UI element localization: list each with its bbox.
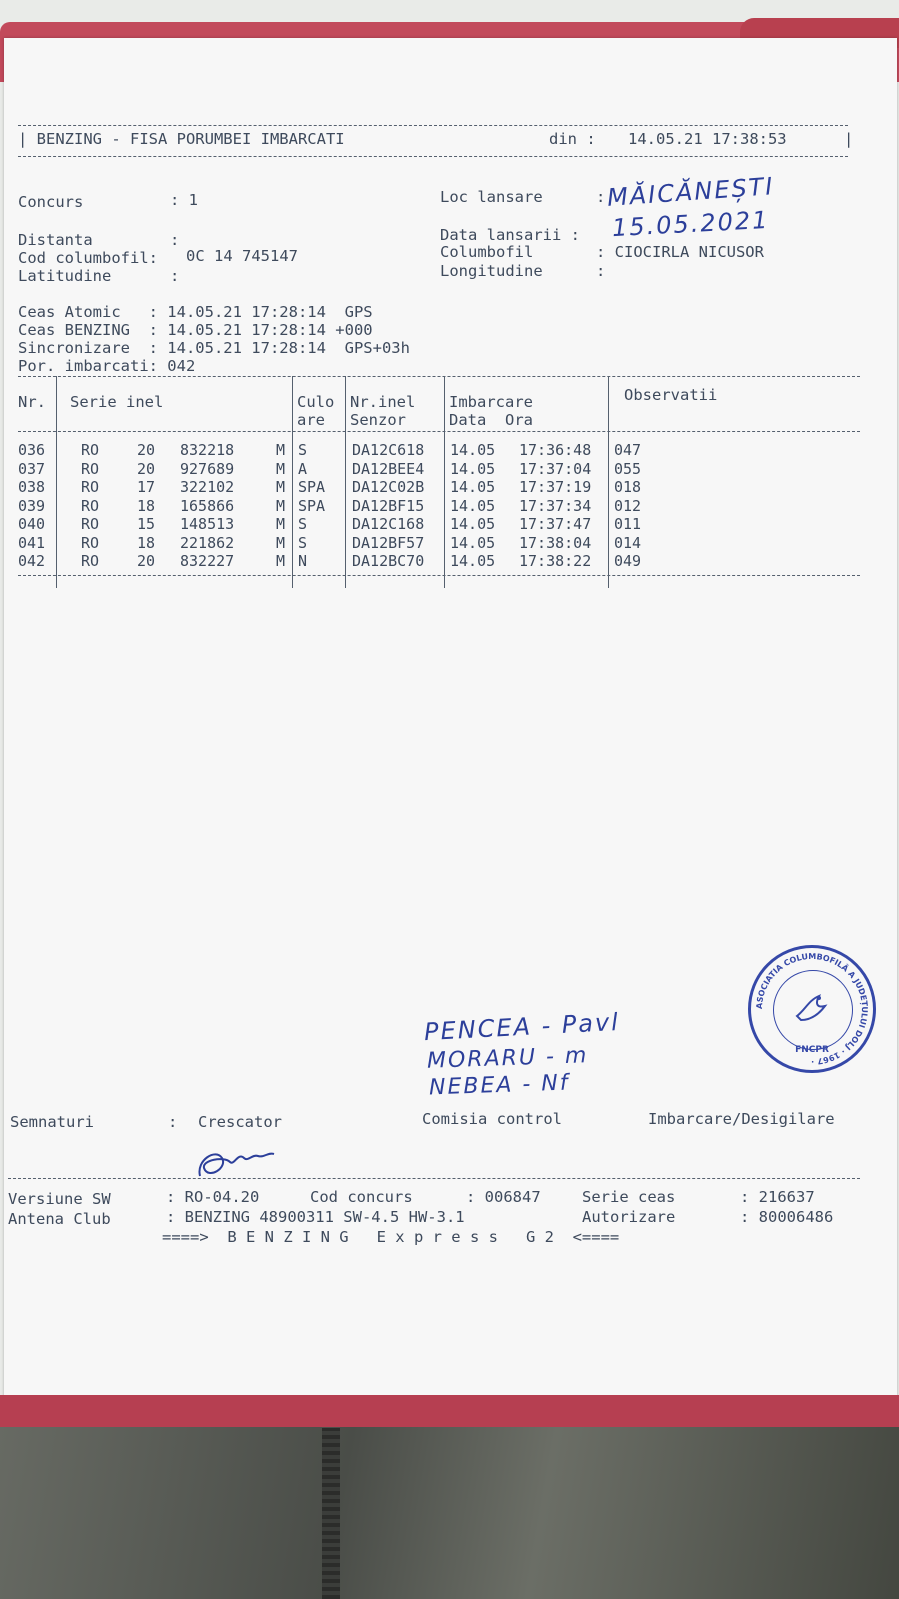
latitudine-value: : bbox=[170, 267, 180, 285]
imbarcare-desigilare-label: Imbarcare/Desigilare bbox=[648, 1110, 835, 1128]
signature-line-2: MORARU - m bbox=[426, 1043, 589, 1074]
zipper bbox=[322, 1428, 340, 1599]
loc-lansare-label: Loc lansare bbox=[440, 188, 543, 206]
benzing-express-banner: ====> B E N Z I N G E x p r e s s G 2 <==== bbox=[162, 1228, 620, 1246]
cell-num: 221862 bbox=[180, 533, 235, 552]
cell-obs: 049 bbox=[614, 552, 642, 570]
cell-yr: 18 bbox=[137, 496, 156, 515]
svg-text:FNCPR: FNCPR bbox=[795, 1045, 829, 1055]
table-row bbox=[4, 497, 864, 515]
cell-col: S bbox=[298, 441, 308, 459]
cell-sex: M bbox=[276, 441, 286, 459]
semnaturi-label: Semnaturi bbox=[10, 1113, 94, 1131]
autorizare-label: Autorizare bbox=[582, 1208, 676, 1226]
cell-ora: 17:37:19 bbox=[519, 478, 592, 496]
th-nr: Nr. bbox=[18, 393, 46, 411]
cell-obs: 047 bbox=[614, 441, 642, 459]
cell-nr: 042 bbox=[18, 552, 46, 570]
cell-nr: 037 bbox=[18, 459, 46, 478]
th-culoare-1: Culo bbox=[297, 393, 335, 411]
data-lansarii-handwritten: 15.05.2021 bbox=[611, 205, 771, 243]
loc-lansare-handwritten: MĂICĂNEȘTI bbox=[606, 172, 776, 212]
cell-senzor: DA12BC70 bbox=[352, 552, 425, 570]
cell-num: 832227 bbox=[180, 552, 235, 570]
semnaturi-colon: : bbox=[168, 1113, 178, 1131]
sincronizare: Sincronizare : 14.05.21 17:28:14 GPS+03h bbox=[18, 339, 410, 357]
cell-num: 927689 bbox=[180, 459, 235, 478]
th-nr-inel-1: Nr.inel bbox=[350, 393, 416, 411]
cell-yr: 20 bbox=[137, 459, 156, 478]
versiune-sw-label: Versiune SW bbox=[8, 1190, 111, 1208]
cell-num: 148513 bbox=[180, 515, 235, 533]
cell-yr: 20 bbox=[137, 441, 156, 459]
serie-ceas-value: : 216637 bbox=[740, 1188, 815, 1206]
columbofil-label: Columbofil bbox=[440, 243, 534, 261]
document-sheet bbox=[4, 38, 897, 1406]
cell-yr: 20 bbox=[137, 552, 156, 570]
crescator-label: Crescator bbox=[198, 1113, 282, 1131]
cell-nr: 039 bbox=[18, 496, 46, 515]
cell-ora: 17:36:48 bbox=[519, 441, 592, 459]
cell-sex: M bbox=[276, 496, 286, 515]
cell-ro: RO bbox=[81, 515, 100, 533]
cell-nr: 040 bbox=[18, 515, 46, 533]
th-nr-inel-2: Senzor bbox=[350, 411, 406, 429]
table-row bbox=[4, 552, 864, 570]
cell-obs: 018 bbox=[614, 478, 642, 496]
svg-text:ASOCIATIA COLUMBOFILĂ A JUDEȚU: ASOCIATIA COLUMBOFILĂ A JUDEȚULUI DOLJ · 1967 · bbox=[754, 951, 870, 1067]
cell-ora: 17:38:22 bbox=[519, 552, 592, 570]
table-row bbox=[4, 515, 864, 533]
cell-num: 322102 bbox=[180, 478, 235, 496]
table-bottom-border bbox=[18, 575, 860, 576]
table-row bbox=[4, 478, 864, 496]
longitudine-label: Longitudine bbox=[440, 262, 543, 280]
cell-sex: M bbox=[276, 515, 286, 533]
cod-concurs-value: : 006847 bbox=[466, 1188, 541, 1206]
th-imbarcare-1: Imbarcare bbox=[449, 393, 533, 411]
club-stamp bbox=[748, 945, 876, 1073]
th-culoare-2: are bbox=[297, 411, 325, 429]
cell-ora: 17:37:34 bbox=[519, 496, 592, 515]
cell-data: 14.05 bbox=[450, 496, 496, 515]
latitudine-label: Latitudine bbox=[18, 267, 112, 285]
cell-col: N bbox=[298, 552, 308, 570]
header-top-border bbox=[18, 125, 848, 126]
stamp-lettering bbox=[751, 948, 873, 1070]
table-header-border bbox=[18, 431, 860, 432]
cell-ro: RO bbox=[81, 478, 100, 496]
longitudine-value: : bbox=[596, 262, 606, 280]
cell-nr: 036 bbox=[18, 441, 46, 459]
concurs-label: Concurs bbox=[18, 193, 84, 211]
cell-obs: 055 bbox=[614, 459, 642, 478]
header-bottom-border bbox=[18, 156, 848, 157]
document-title: | BENZING - FISA PORUMBEI IMBARCATI bbox=[18, 130, 345, 148]
th-serie-inel: Serie inel bbox=[70, 393, 164, 411]
cell-nr: 041 bbox=[18, 533, 46, 552]
cod-columbofil-label: Cod columbofil: bbox=[18, 249, 158, 267]
cell-ro: RO bbox=[81, 459, 100, 478]
cell-yr: 15 bbox=[137, 515, 156, 533]
cell-ora: 17:38:04 bbox=[519, 533, 592, 552]
cell-sex: M bbox=[276, 533, 286, 552]
cell-data: 14.05 bbox=[450, 515, 496, 533]
serie-ceas-label: Serie ceas bbox=[582, 1188, 676, 1206]
cod-concurs-label: Cod concurs bbox=[310, 1188, 413, 1206]
footer-top-border bbox=[8, 1178, 860, 1179]
background-fabric bbox=[0, 1427, 899, 1599]
cell-yr: 18 bbox=[137, 533, 156, 552]
cell-ro: RO bbox=[81, 552, 100, 570]
cell-data: 14.05 bbox=[450, 459, 496, 478]
cell-senzor: DA12BEE4 bbox=[352, 459, 425, 478]
signature-line-1: PENCEA - Pavl bbox=[423, 1007, 621, 1047]
distanta-label: Distanta bbox=[18, 231, 93, 249]
cell-obs: 014 bbox=[614, 533, 642, 552]
cell-sex: M bbox=[276, 478, 286, 496]
cell-data: 14.05 bbox=[450, 552, 496, 570]
cell-ro: RO bbox=[81, 441, 100, 459]
cell-obs: 012 bbox=[614, 496, 642, 515]
loc-lansare-colon: : bbox=[596, 188, 606, 206]
th-imbarcare-2: Data Ora bbox=[449, 411, 533, 429]
crescator-signature bbox=[194, 1138, 284, 1188]
cell-senzor: DA12BF15 bbox=[352, 496, 425, 515]
cell-ora: 17:37:47 bbox=[519, 515, 592, 533]
din-label: din : bbox=[549, 130, 596, 148]
signature-line-3: NEBEA - Nf bbox=[428, 1070, 570, 1101]
ceas-atomic: Ceas Atomic : 14.05.21 17:28:14 GPS bbox=[18, 303, 373, 321]
table-row bbox=[4, 460, 864, 478]
cell-sex: M bbox=[276, 552, 286, 570]
data-lansarii-label: Data lansarii : bbox=[440, 226, 580, 244]
concurs-value: : 1 bbox=[170, 191, 198, 209]
autorizare-value: : 80006486 bbox=[740, 1208, 834, 1226]
cell-senzor: DA12C618 bbox=[352, 441, 425, 459]
cell-ro: RO bbox=[81, 533, 100, 552]
cell-senzor: DA12BF57 bbox=[352, 533, 425, 552]
cell-sex: M bbox=[276, 459, 286, 478]
columbofil-value: : CIOCIRLA NICUSOR bbox=[596, 243, 764, 261]
cell-ro: RO bbox=[81, 496, 100, 515]
cell-col: SPA bbox=[298, 496, 326, 515]
cell-num: 832218 bbox=[180, 441, 235, 459]
distanta-value: : bbox=[170, 231, 180, 249]
cell-col: S bbox=[298, 515, 308, 533]
cell-col: S bbox=[298, 533, 308, 552]
cell-col: A bbox=[298, 459, 308, 478]
cell-senzor: DA12C02B bbox=[352, 478, 425, 496]
cell-yr: 17 bbox=[137, 478, 156, 496]
cell-data: 14.05 bbox=[450, 441, 496, 459]
table-row bbox=[4, 534, 864, 552]
antena-club-value: : BENZING 48900311 SW-4.5 HW-3.1 bbox=[166, 1208, 465, 1226]
cell-nr: 038 bbox=[18, 478, 46, 496]
header-datetime: 14.05.21 17:38:53 bbox=[628, 130, 787, 148]
cod-columbofil-value: 0C 14 745147 bbox=[186, 247, 298, 265]
cell-col: SPA bbox=[298, 478, 326, 496]
cell-senzor: DA12C168 bbox=[352, 515, 425, 533]
cell-ora: 17:37:04 bbox=[519, 459, 592, 478]
table-top-border bbox=[18, 376, 860, 377]
cell-obs: 011 bbox=[614, 515, 642, 533]
ceas-benzing: Ceas BENZING : 14.05.21 17:28:14 +000 bbox=[18, 321, 373, 339]
porumbei-imbarcati: Por. imbarcati: 042 bbox=[18, 357, 196, 375]
versiune-sw-value: : RO-04.20 bbox=[166, 1188, 260, 1206]
folder-bottom-edge bbox=[0, 1395, 899, 1427]
cell-num: 165866 bbox=[180, 496, 235, 515]
th-observatii: Observatii bbox=[624, 386, 718, 404]
header-right-bar: | bbox=[844, 130, 854, 148]
cell-data: 14.05 bbox=[450, 533, 496, 552]
cell-data: 14.05 bbox=[450, 478, 496, 496]
comisia-control-label: Comisia control bbox=[422, 1110, 562, 1128]
antena-club-label: Antena Club bbox=[8, 1210, 111, 1228]
table-row bbox=[4, 441, 864, 459]
